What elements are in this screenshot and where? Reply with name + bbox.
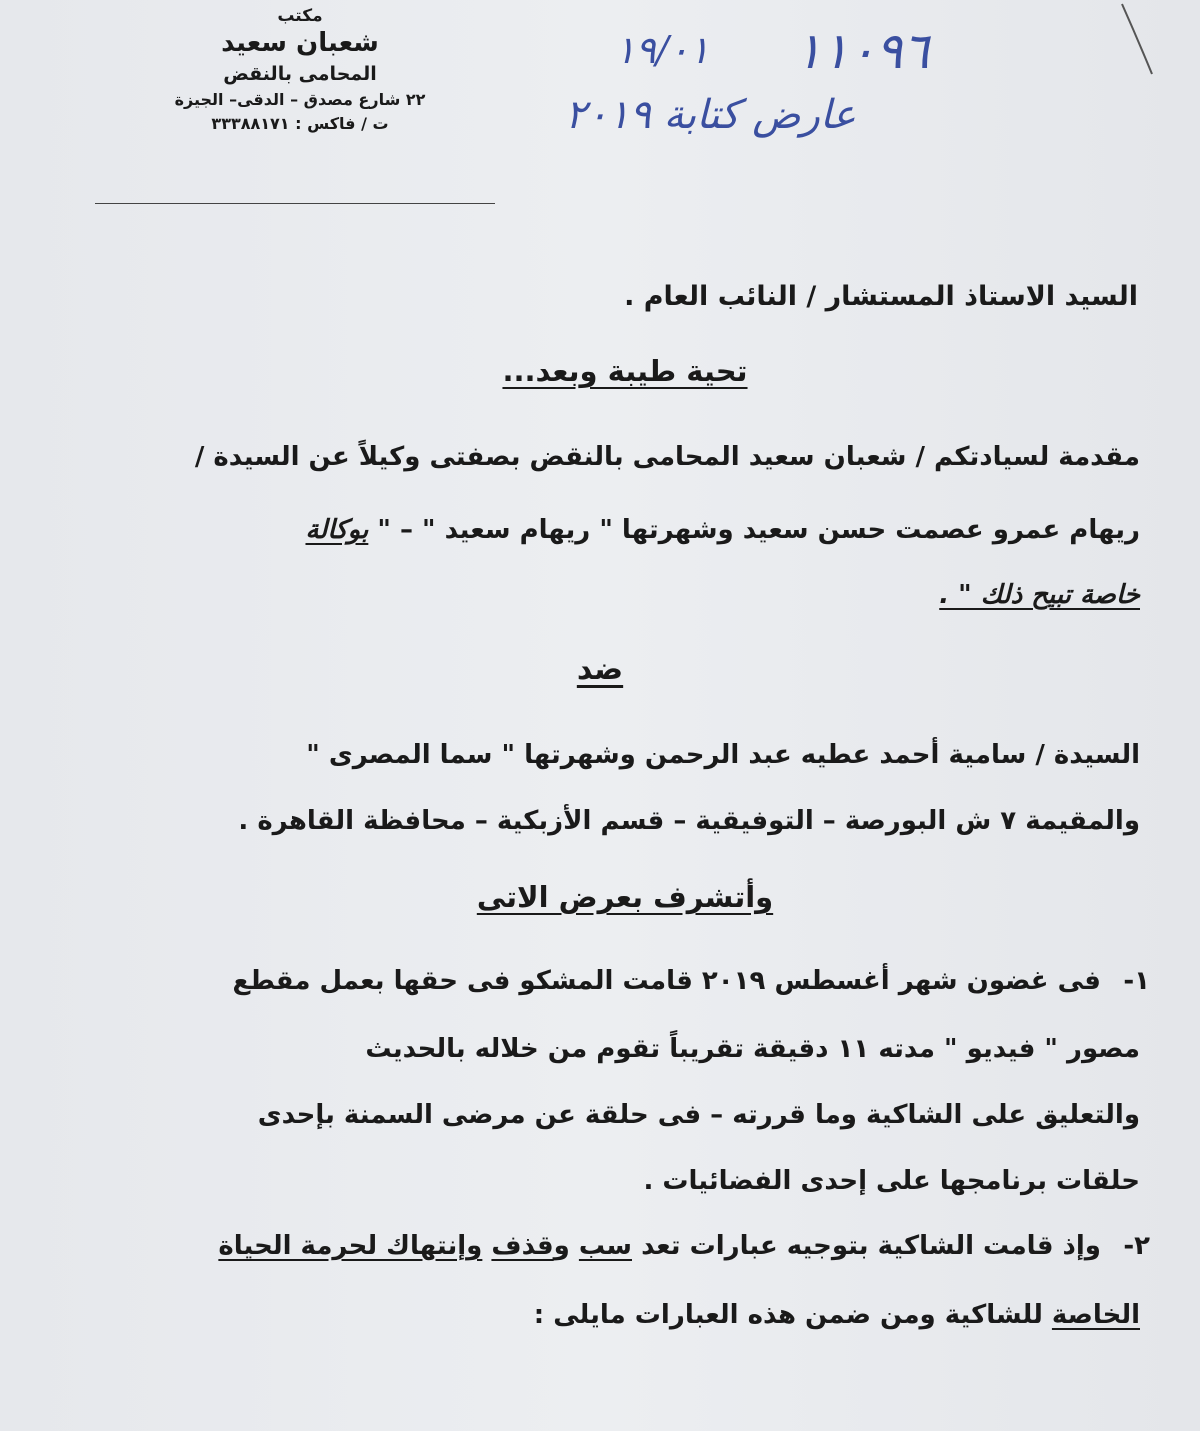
- against-heading: ضد: [576, 652, 624, 687]
- item-1-line-1: [233, 956, 1150, 1006]
- defendant-line-2: والمقيمة ٧ ش البورصة – التوفيقية – قسم الأزبكية – محافظة القاهرة .: [238, 806, 1140, 836]
- intro-line-2: [305, 505, 1140, 555]
- intro-line-1: مقدمة لسيادتكم / شعبان سعيد المحامى بالنقض بصفتى وكيلاً عن السيدة /: [194, 442, 1140, 472]
- greeting-heading: تحية طيبة وبعد...: [502, 354, 748, 388]
- item-1-line-2: مصور " فيديو " مدته ١١ دقيقة تقريباً تقوم من خلاله بالحديث: [365, 1034, 1140, 1064]
- item-2-private: الخاصة: [1051, 1300, 1140, 1330]
- item-2-and: و: [553, 1231, 570, 1261]
- item-2-sabb: سب: [578, 1231, 632, 1261]
- letterhead-phone: ت / فاكس : ٣٣٣٨٨١٧١: [211, 114, 389, 133]
- item-2-text: وإذ قامت الشاكية بتوجيه عبارات تعد: [641, 1231, 1101, 1261]
- item-2-number: ٢-: [1123, 1231, 1150, 1261]
- handwritten-number: ١١٠٩٦: [795, 22, 930, 80]
- letterhead-name: شعبان سعيد: [221, 28, 379, 58]
- intro-line-3-text: خاصة تبيح ذلك " .: [939, 580, 1140, 610]
- item-2-line-2: [534, 1290, 1140, 1340]
- defendant-line-1: السيدة / سامية أحمد عطيه عبد الرحمن وشهرتها " سما المصرى ": [306, 740, 1140, 770]
- present-heading: وأتشرف بعرض الاتى: [476, 880, 774, 914]
- letterhead: [140, 6, 460, 136]
- intro-line-2-text: ريهام عمرو عصمت حسن سعيد وشهرتها " ريهام سعيد " – ": [377, 515, 1140, 545]
- letterhead-title: المحامى بالنقض: [223, 63, 377, 85]
- item-1-line-4: حلقات برنامجها على إحدى الفضائيات .: [643, 1166, 1140, 1196]
- intro-agency-word: بوكالة: [305, 515, 369, 545]
- item-1-number: ١-: [1123, 966, 1150, 996]
- recipient-line: السيد الاستاذ المستشار / النائب العام .: [624, 281, 1138, 312]
- letterhead-divider: [95, 203, 495, 204]
- item-2-line-2-text: للشاكية ومن ضمن هذه العبارات مايلى :: [533, 1300, 1043, 1330]
- item-2-line-1: [218, 1221, 1150, 1271]
- item-2-qadhf: قذف: [491, 1231, 554, 1261]
- letterhead-office: مكتب: [277, 6, 323, 26]
- item-1-text: فى غضون شهر أغسطس ٢٠١٩ قامت المشكو فى حقها بعمل مقطع: [232, 966, 1101, 996]
- handwritten-date: ١٩/٠١: [615, 28, 710, 72]
- handwritten-note: عارض كتابة ٢٠١٩: [565, 92, 856, 138]
- pen-mark-icon: [1118, 0, 1158, 78]
- item-1-line-3: والتعليق على الشاكية وما قررته – فى حلقة عن مرضى السمنة بإحدى: [257, 1100, 1140, 1130]
- letterhead-address: ٢٢ شارع مصدق – الدقى– الجيزة: [174, 90, 426, 109]
- intro-line-3: [939, 570, 1140, 620]
- item-2-violation: وإنتهاك لحرمة الحياة: [218, 1231, 483, 1261]
